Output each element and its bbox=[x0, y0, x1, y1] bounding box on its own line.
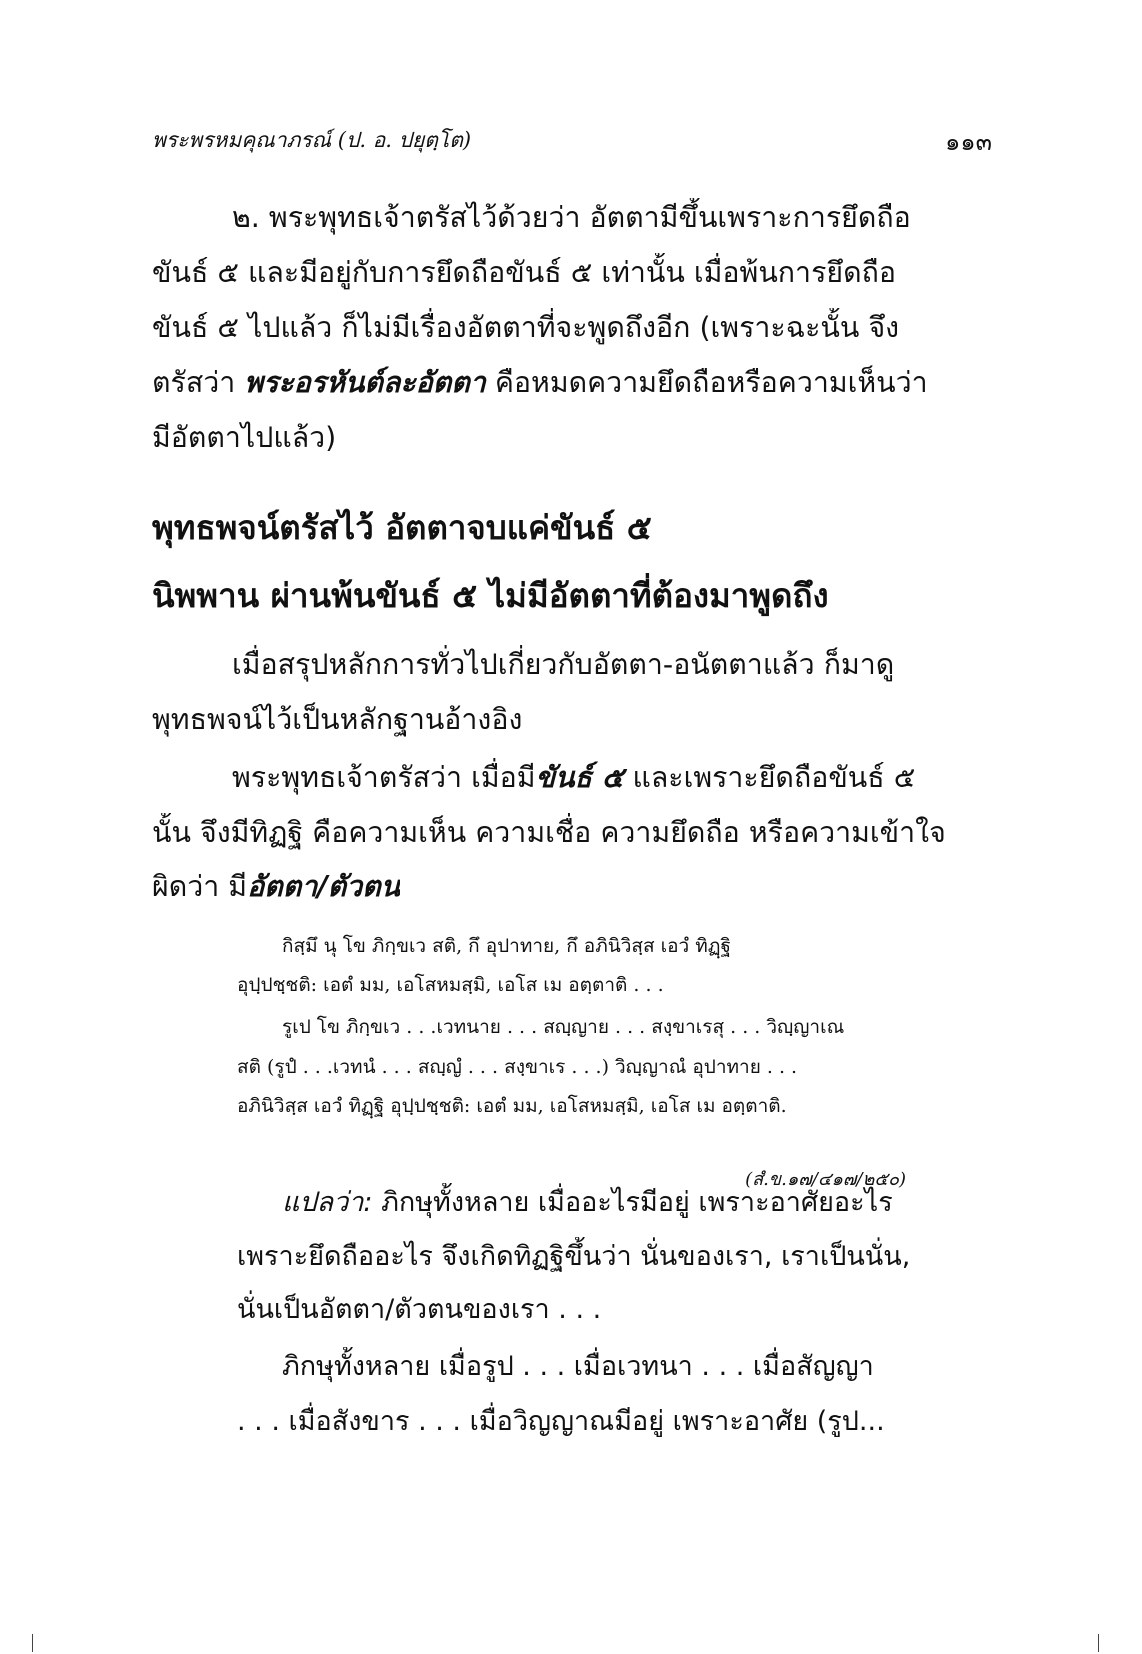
translation-line4: ภิกษุทั้งหลาย เมื่อรูป . . . เมื่อเวทนา . . . เมื่อสัญญา bbox=[282, 1351, 874, 1382]
section-heading-line1: พุทธพจน์ตรัสไว้ อัตตาจบแค่ขันธ์ ๕ bbox=[152, 508, 652, 547]
pali-line3: รูเป โข ภิกฺขเว . . .เวทนาย . . . สญฺญาย . . . สงฺขาเรสุ . . . วิญฺญาเณ bbox=[282, 1016, 845, 1038]
pali-line2: อุปฺปชฺชติ: เอตํ มม, เอโสหมสฺมิ, เอโส เม อตฺตาติ . . . bbox=[237, 974, 664, 996]
section-heading-line2: นิพพาน ผ่านพ้นขันธ์ ๕ ไม่มีอัตตาที่ต้องมาพูดถึง bbox=[152, 576, 829, 615]
crop-mark-left bbox=[32, 1634, 33, 1652]
para3-line3-emphasis: อัตตา/ตัวตน bbox=[247, 870, 401, 903]
pali-line1: กิสฺมึ นุ โข ภิกฺขเว สติ, กึ อุปาทาย, กึ อภินิวิสฺส เอวํ ทิฏฺฐิ bbox=[282, 935, 731, 957]
para3-line3-a: ผิดว่า มี bbox=[152, 870, 248, 903]
running-title: พระพรหมคุณาภรณ์ (ป. อ. ปยุตฺโต) bbox=[152, 128, 472, 152]
translation-label: แปลว่า: bbox=[282, 1187, 373, 1218]
para3-line1-b: และเพราะยึดถือขันธ์ ๕ bbox=[623, 761, 916, 794]
para2-line2: พุทธพจน์ไว้เป็นหลักฐานอ้างอิง bbox=[152, 703, 523, 736]
para1-line5: มีอัตตาไปแล้ว) bbox=[152, 421, 337, 454]
para2-line1: เมื่อสรุปหลักการทั่วไปเกี่ยวกับอัตตา-อนัตตาแล้ว ก็มาดู bbox=[232, 648, 895, 681]
pali-line5: อภินิวิสฺส เอวํ ทิฏฺฐิ อุปฺปชฺชติ: เอตํ มม, เอโสหมสฺมิ, เอโส เม อตฺตาติ. bbox=[237, 1095, 787, 1117]
translation-line1-b: ภิกษุทั้งหลาย เมื่ออะไรมีอยู่ เพราะอาศัยอะไร bbox=[372, 1187, 893, 1218]
para1-line4-emphasis: พระอรหันต์ละอัตตา bbox=[244, 366, 486, 399]
para1-line3: ขันธ์ ๕ ไปแล้ว ก็ไม่มีเรื่องอัตตาที่จะพูดถึงอีก (เพราะฉะนั้น จึง bbox=[152, 311, 900, 344]
translation-line1 bbox=[282, 1183, 893, 1223]
para3-line3 bbox=[152, 867, 400, 907]
para3-line1-emphasis: ขันธ์ ๕ bbox=[535, 761, 624, 794]
page-number: ๑๑๓ bbox=[945, 128, 992, 156]
para1-line4-a: ตรัสว่า bbox=[152, 366, 245, 399]
translation-line3: นั่นเป็นอัตตา/ตัวตนของเรา . . . bbox=[237, 1294, 602, 1325]
para1-line2: ขันธ์ ๕ และมีอยู่กับการยึดถือขันธ์ ๕ เท่านั้น เมื่อพ้นการยึดถือ bbox=[152, 256, 896, 289]
pali-line4: สติ (รูปํ . . .เวทนํ . . . สญฺญํ . . . สงฺขาเร . . .) วิญฺญาณํ อุปาทาย . . . bbox=[237, 1056, 798, 1078]
translation-line5: . . . เมื่อสังขาร . . . เมื่อวิญญาณมีอยู่ เพราะอาศัย (รูป... bbox=[237, 1406, 885, 1437]
para3-line1 bbox=[232, 758, 915, 798]
para3-line2: นั้น จึงมีทิฏฐิ คือความเห็น ความเชื่อ ความยึดถือ หรือความเข้าใจ bbox=[152, 816, 946, 849]
para1-line4-b: คือหมดความยึดถือหรือความเห็นว่า bbox=[485, 366, 928, 399]
para1-line1: ๒. พระพุทธเจ้าตรัสไว้ด้วยว่า อัตตามีขึ้นเพราะการยึดถือ bbox=[232, 201, 911, 234]
para1-line4 bbox=[152, 363, 928, 403]
translation-line2: เพราะยึดถืออะไร จึงเกิดทิฏฐิขึ้นว่า นั่นของเรา, เราเป็นนั่น, bbox=[237, 1241, 911, 1272]
scripture-reference: (สํ.ข.๑๗/๔๑๗/๒๕๐) bbox=[745, 1169, 906, 1190]
para3-line1-a: พระพุทธเจ้าตรัสว่า เมื่อมี bbox=[232, 761, 536, 794]
crop-mark-right bbox=[1098, 1634, 1099, 1652]
